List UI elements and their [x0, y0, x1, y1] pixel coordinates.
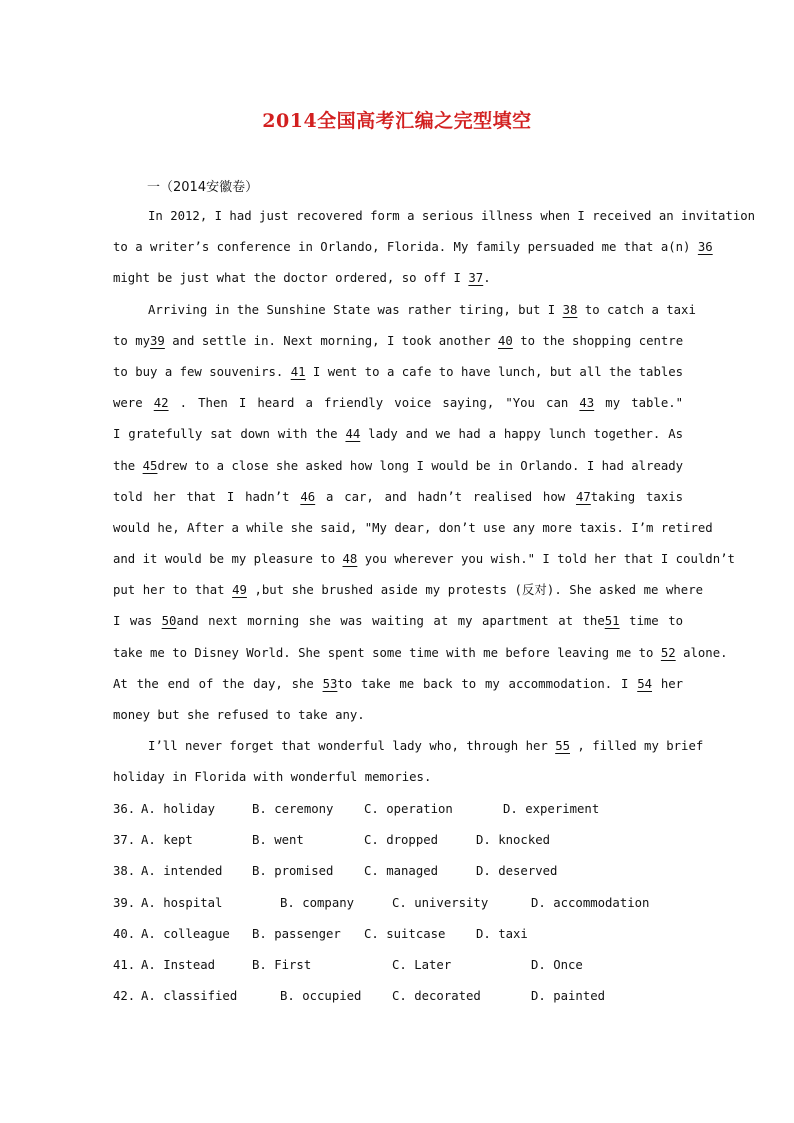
- passage-line: I’ll never forget that wonderful lady who, through her 55 , filled my brief: [113, 731, 683, 762]
- option-c[interactable]: C. decorated: [392, 989, 481, 1004]
- option-c[interactable]: C. suitcase: [364, 926, 446, 941]
- option-b[interactable]: B. ceremony: [252, 802, 334, 816]
- blank-49[interactable]: 49: [232, 583, 247, 598]
- blank-39[interactable]: 39: [150, 333, 165, 348]
- option-d[interactable]: D. experiment: [503, 802, 600, 816]
- option-row: [113, 825, 713, 856]
- section-heading: 一（2014安徽卷）: [147, 180, 259, 195]
- option-b[interactable]: B. passenger: [252, 926, 341, 941]
- question-number: 38.: [113, 864, 136, 879]
- question-number: 42.: [113, 989, 136, 1004]
- option-b[interactable]: B. promised: [252, 864, 334, 879]
- passage: [113, 201, 756, 794]
- option-a[interactable]: A. kept: [141, 833, 193, 848]
- passage-line: I was 50and next morning she was waiting at my apartment at the51 time to: [113, 606, 683, 637]
- passage-line: told her that I hadn’t 46 a car, and hadn’t realised how 47taking taxis: [113, 482, 683, 513]
- question-number: 39.: [113, 895, 136, 910]
- passage-line: might be just what the doctor ordered, so off I 37.: [113, 263, 683, 294]
- blank-38[interactable]: 38: [562, 302, 578, 317]
- question-number: 41.: [113, 957, 136, 972]
- passage-line: put her to that 49 ,but she brushed aside my protests (反对). She asked me where: [113, 575, 703, 606]
- passage-line: holiday in Florida with wonderful memories.: [113, 770, 432, 785]
- passage-line: to buy a few souvenirs. 41 I went to a cafe to have lunch, but all the tables: [113, 357, 683, 388]
- passage-line: take me to Disney World. She spent some time with me before leaving me to 52 alone.: [113, 638, 683, 669]
- question-number: 37.: [113, 833, 136, 848]
- blank-36[interactable]: 36: [697, 240, 713, 255]
- blank-48[interactable]: 48: [342, 552, 358, 567]
- blank-44[interactable]: 44: [345, 427, 361, 442]
- option-c[interactable]: C. dropped: [364, 833, 439, 848]
- option-c[interactable]: C. Later: [392, 957, 452, 972]
- option-a[interactable]: A. holiday: [141, 802, 216, 816]
- blank-50[interactable]: 50: [161, 614, 177, 629]
- option-c[interactable]: C. operation: [364, 802, 453, 816]
- blank-37[interactable]: 37: [468, 271, 484, 286]
- answer-options: [113, 794, 713, 1012]
- blank-40[interactable]: 40: [498, 333, 513, 348]
- blank-45[interactable]: 45: [142, 458, 158, 473]
- document-title: 2014全国高考汇编之完型填空: [262, 110, 532, 132]
- passage-line: and it would be my pleasure to 48 you wherever you wish." I told her that I couldn’t: [113, 544, 683, 575]
- option-row: [113, 981, 713, 1012]
- option-row: [113, 794, 713, 825]
- option-b[interactable]: B. First: [252, 957, 312, 972]
- option-d[interactable]: D. deserved: [476, 864, 558, 879]
- passage-line: I gratefully sat down with the 44 lady and we had a happy lunch together. As: [113, 419, 683, 450]
- passage-line: would he, After a while she said, "My dear, don’t use any more taxis. I’m retired: [113, 520, 713, 535]
- passage-line: At the end of the day, she 53to take me back to my accommodation. I 54 her: [113, 669, 683, 700]
- option-row: [113, 950, 713, 981]
- blank-55[interactable]: 55: [555, 739, 570, 754]
- passage-line: to a writer’s conference in Orlando, Florida. My family persuaded me that a(n) 36: [113, 232, 683, 263]
- option-d[interactable]: D. accommodation: [531, 895, 650, 910]
- option-a[interactable]: A. Instead: [141, 957, 216, 972]
- option-d[interactable]: D. painted: [531, 989, 606, 1004]
- passage-line: In 2012, I had just recovered form a serious illness when I received an invitation: [148, 209, 756, 223]
- option-d[interactable]: D. knocked: [476, 833, 551, 848]
- blank-51[interactable]: 51: [604, 614, 620, 629]
- option-row: [113, 888, 713, 919]
- blank-53[interactable]: 53: [322, 676, 338, 691]
- option-b[interactable]: B. went: [252, 833, 304, 848]
- blank-43[interactable]: 43: [579, 396, 595, 411]
- option-c[interactable]: C. managed: [364, 864, 439, 879]
- passage-line: Arriving in the Sunshine State was rather tiring, but I 38 to catch a taxi: [113, 295, 683, 326]
- option-b[interactable]: B. occupied: [280, 989, 362, 1004]
- option-row: [113, 919, 713, 950]
- blank-54[interactable]: 54: [637, 676, 653, 691]
- blank-52[interactable]: 52: [660, 645, 676, 660]
- passage-line: the 45drew to a close she asked how long I would be in Orlando. I had already: [113, 451, 683, 482]
- blank-41[interactable]: 41: [290, 364, 306, 379]
- blank-47[interactable]: 47: [575, 489, 591, 504]
- blank-42[interactable]: 42: [153, 396, 169, 411]
- option-row: [113, 856, 713, 887]
- passage-line: money but she refused to take any.: [113, 708, 365, 722]
- option-a[interactable]: A. hospital: [141, 895, 223, 910]
- option-c[interactable]: C. university: [392, 895, 489, 910]
- passage-line: to my39 and settle in. Next morning, I took another 40 to the shopping centre: [113, 326, 683, 357]
- question-number: 36.: [113, 802, 136, 816]
- option-d[interactable]: D. taxi: [476, 926, 528, 941]
- option-a[interactable]: A. colleague: [141, 926, 230, 941]
- option-b[interactable]: B. company: [280, 895, 355, 910]
- option-a[interactable]: A. intended: [141, 864, 223, 879]
- option-d[interactable]: D. Once: [531, 957, 583, 972]
- blank-46[interactable]: 46: [300, 489, 316, 504]
- question-number: 40.: [113, 926, 136, 941]
- passage-line: were 42 . Then I heard a friendly voice saying, "You can 43 my table.": [113, 388, 683, 419]
- option-a[interactable]: A. classified: [141, 989, 238, 1004]
